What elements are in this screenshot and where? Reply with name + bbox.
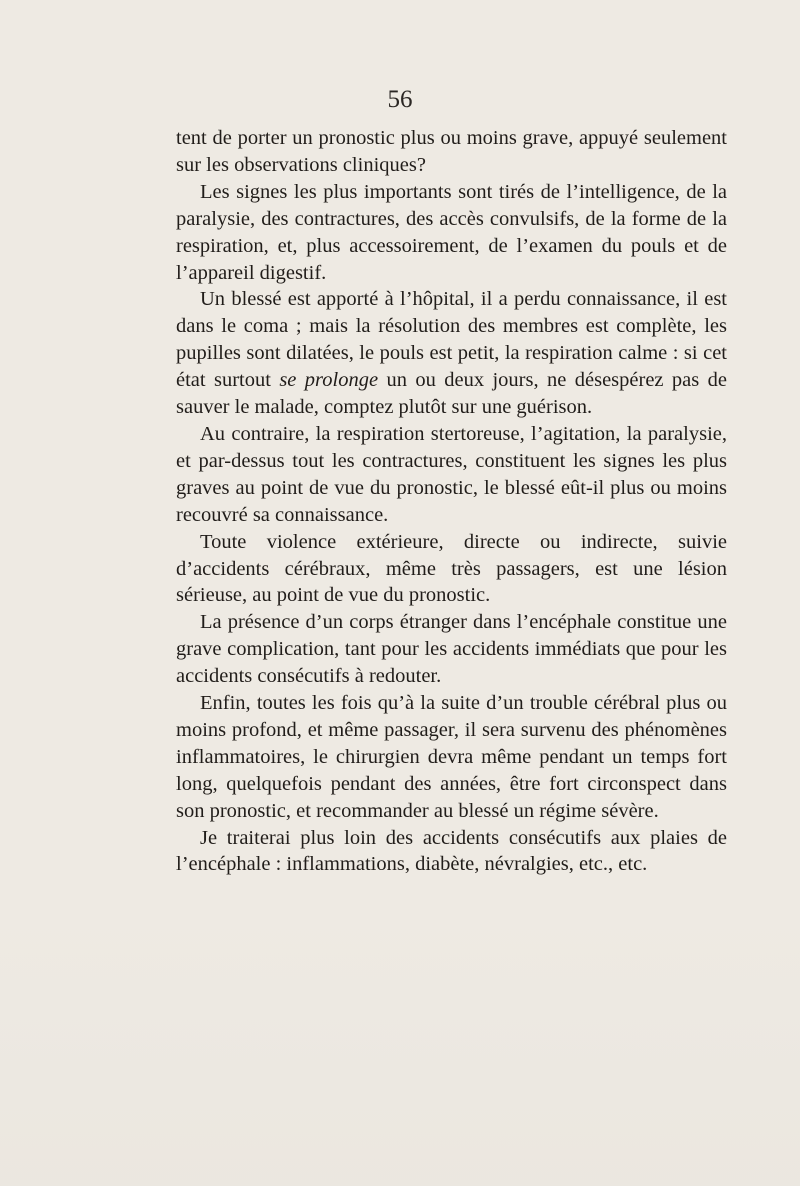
- page-bottom-shading: [0, 906, 800, 1186]
- paragraph-3-text-before: Un blessé est apporté à l’hôpital, il a perdu connaissance, il est dans le coma ; mais la résolution des membres est complète, les pupilles sont dilatées, le pouls est petit, la respiration calme : si cet état surtout: [176, 288, 727, 392]
- page-number: 56: [387, 86, 413, 113]
- paragraph-3-text-after: un ou deux jours, ne désespérez pas de sauver le malade, comptez plutôt sur une guérison.: [176, 369, 727, 419]
- paragraph-7: Enfin, toutes les fois qu’à la suite d’un trouble cérébral plus ou moins profond, et même passager, il sera survenu des phénomènes inflammatoires, le chirurgien devra même pendant un temps fort long, quelquefois pendant des années, être fort circonspect dans son pronostic, et recommander au blessé un régime sévère.: [176, 692, 727, 822]
- paragraph-3: [176, 286, 727, 421]
- paragraph-4: Au contraire, la respiration stertoreuse, l’agitation, la paralysie, et par-dessus tout les contractures, constituent les signes les plus graves au point de vue du pronostic, le blessé eût-il plus ou moins recouvré sa connaissance.: [176, 422, 727, 526]
- paragraph-8: Je traiterai plus loin des accidents consécutifs aux plaies de l’encéphale : inflammations, diabète, névralgies, etc., etc.: [176, 826, 727, 876]
- paragraph-3-emphasis: se prolonge: [279, 369, 379, 392]
- paragraph-1: tent de porter un pronostic plus ou moins grave, appuyé seulement sur les observations cliniques?: [176, 127, 727, 176]
- paragraph-6: La présence d’un corps étranger dans l’encéphale constitue une grave complication, tant pour les accidents immédiats que pour les accidents consécutifs à redouter.: [176, 611, 727, 688]
- paragraph-5: Toute violence extérieure, directe ou indirecte, suivie d’accidents cérébraux, même très passagers, est une lésion sérieuse, au point de vue du pronostic.: [176, 530, 727, 607]
- body-text: [176, 125, 727, 878]
- paragraph-2: Les signes les plus importants sont tirés de l’intelligence, de la paralysie, des contractures, des accès convulsifs, de la forme de la respiration, et, plus accessoirement, de l’examen du pouls et de l’appareil digestif.: [176, 180, 727, 284]
